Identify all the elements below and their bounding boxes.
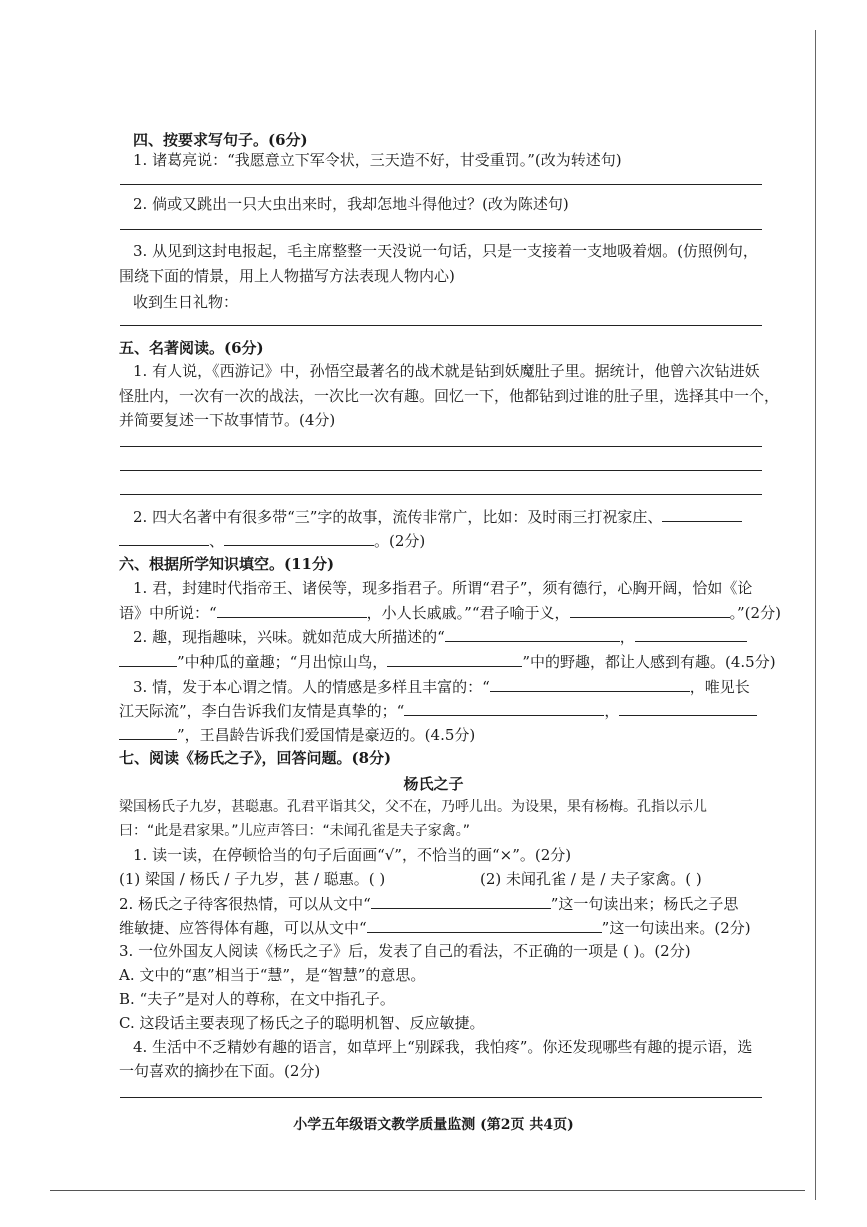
fill-blank[interactable] (224, 530, 374, 546)
s4-question-3-prompt: 收到生日礼物： (133, 293, 239, 311)
s6-question-1-line-a: 1. 君，封建时代指帝王、诸侯等，现多指君子。所谓“君子”，须有德行，心胸开阔，恰如《论 (133, 579, 753, 597)
s7-question-2-line-a: 2. 杨氏之子待客很热情，可以从文中“ ”这一句读出来；杨氏之子思 (119, 895, 739, 913)
page-edge-line (815, 30, 816, 1200)
fill-blank[interactable] (619, 700, 757, 716)
s7-question-3-option-b[interactable]: B. “夫子”是对人的尊称，在文中指孔子。 (119, 990, 395, 1008)
s6-question-1-line-b: 语》中所说：“ ，小人长戚戚。”“君子喻于义， 。”(2分) (119, 604, 781, 622)
section-5-heading: 五、名著阅读。(6分) (119, 339, 264, 357)
passage-text-line-a: 梁国杨氏子九岁，甚聪惠。孔君平诣其父，父不在，乃呼儿出。为设果，果有杨梅。孔指以示儿 (119, 799, 707, 815)
fill-blank[interactable] (119, 724, 177, 740)
passage-title: 杨氏之子 (403, 775, 464, 793)
s5-question-2-line-b: 、 。(2分) (119, 530, 425, 551)
s7-question-1-option-2[interactable]: (2) 未闻孔雀 / 是 / 夫子家禽。( ) (480, 870, 702, 888)
s4-question-3-line-a: 3. 从见到这封电报起，毛主席整整一天没说一句话，只是一支接着一支地吸着烟。(仿照例句， (133, 242, 758, 260)
fill-blank[interactable] (119, 530, 209, 546)
s5-question-2-line-a: 2. 四大名著中有很多带“三”字的故事，流传非常广，比如：及时雨三打祝家庄、 (133, 506, 742, 527)
fill-blank[interactable] (490, 676, 690, 692)
section-7-heading: 七、阅读《杨氏之子》，回答问题。(8分) (119, 749, 392, 767)
s7-question-3-option-c[interactable]: C. 这段话主要表现了杨氏之子的聪明机智、反应敏捷。 (119, 1014, 485, 1032)
s7-question-2-line-b: 维敏捷、应答得体有趣，可以从文中“ ”这一句读出来。(2分) (119, 919, 751, 937)
fill-blank[interactable] (445, 626, 620, 642)
fill-blank[interactable] (371, 893, 551, 909)
answer-line[interactable] (120, 446, 762, 447)
s6-question-3-line-c: ”，王昌龄告诉我们爱国情是豪迈的。(4.5分) (119, 724, 475, 745)
s7-question-1: 1. 读一读，在停顿恰当的句子后面画“√”，不恰当的画“×”。(2分) (133, 846, 572, 864)
section-6-heading: 六、根据所学知识填空。(11分) (119, 555, 335, 573)
fill-blank[interactable] (119, 651, 177, 667)
section-4-heading: 四、按要求写句子。(6分) (133, 131, 308, 149)
fill-blank[interactable] (635, 626, 747, 642)
s6-question-3-line-b: 江天际流”，李白告诉我们友情是真挚的；“ ， (119, 700, 757, 721)
s7-question-3-option-a[interactable]: A. 文中的“惠”相当于“慧”，是“智慧”的意思。 (119, 966, 426, 984)
answer-line[interactable] (120, 325, 762, 326)
fill-blank[interactable] (217, 602, 367, 618)
s4-question-1: 1. 诸葛亮说：“我愿意立下军令状，三天造不好，甘受重罚。”(改为转述句) (133, 151, 622, 169)
answer-line[interactable] (120, 494, 762, 495)
fill-blank[interactable] (387, 651, 522, 667)
answer-line[interactable] (120, 470, 762, 471)
page-footer: 小学五年级语文教学质量监测 (第2页 共4页) (293, 1117, 574, 1133)
answer-line[interactable] (120, 229, 762, 230)
answer-line[interactable] (120, 184, 762, 185)
s5-question-1-line-a: 1. 有人说，《西游记》中，孙悟空最著名的战术就是钻到妖魔肚子里。据统计，他曾六次钻进妖 (133, 362, 760, 380)
s7-question-4-line-a: 4. 生活中不乏精妙有趣的语言，如草坪上“别踩我，我怕疼”。你还发现哪些有趣的提示语，选 (133, 1038, 753, 1056)
fill-blank[interactable] (570, 602, 730, 618)
s6-question-3-line-a: 3. 情，发于本心谓之情。人的情感是多样且丰富的：“ ，唯见长 (133, 678, 750, 696)
s6-question-2-line-a: 2. 趣，现指趣味，兴味。就如范成大所描述的“ ， (133, 626, 747, 647)
s7-question-1-option-1[interactable]: (1) 梁国 / 杨氏 / 子九岁，甚 / 聪惠。( ) (119, 870, 386, 888)
s6-question-2-line-b: ”中种瓜的童趣；“月出惊山鸟， ”中的野趣，都让人感到有趣。(4.5分) (119, 651, 776, 672)
fill-blank[interactable] (404, 700, 604, 716)
s7-question-3: 3. 一位外国友人阅读《杨氏之子》后，发表了自己的看法，不正确的一项是 ( )。(2分) (119, 942, 691, 960)
s5-question-1-line-c: 并简要复述一下故事情节。(4分) (119, 411, 336, 429)
s4-question-2: 2. 倘或又跳出一只大虫出来时，我却怎地斗得他过？(改为陈述句) (133, 195, 569, 213)
fill-blank[interactable] (367, 917, 602, 933)
s7-question-4-line-b: 一句喜欢的摘抄在下面。(2分) (119, 1062, 321, 1080)
answer-line[interactable] (120, 1097, 762, 1098)
s5-question-1-line-b: 怪肚内，一次有一次的战法，一次比一次有趣。回忆一下，他都钻到过谁的肚子里，选择其中一个， (119, 387, 780, 405)
fill-blank[interactable] (662, 506, 742, 522)
s4-question-3-line-b: 围绕下面的情景，用上人物描写方法表现人物内心) (119, 267, 455, 285)
passage-text-line-b: 曰：“此是君家果。”儿应声答曰：“未闻孔雀是夫子家禽。” (119, 823, 471, 839)
page-bottom-divider (50, 1190, 805, 1191)
